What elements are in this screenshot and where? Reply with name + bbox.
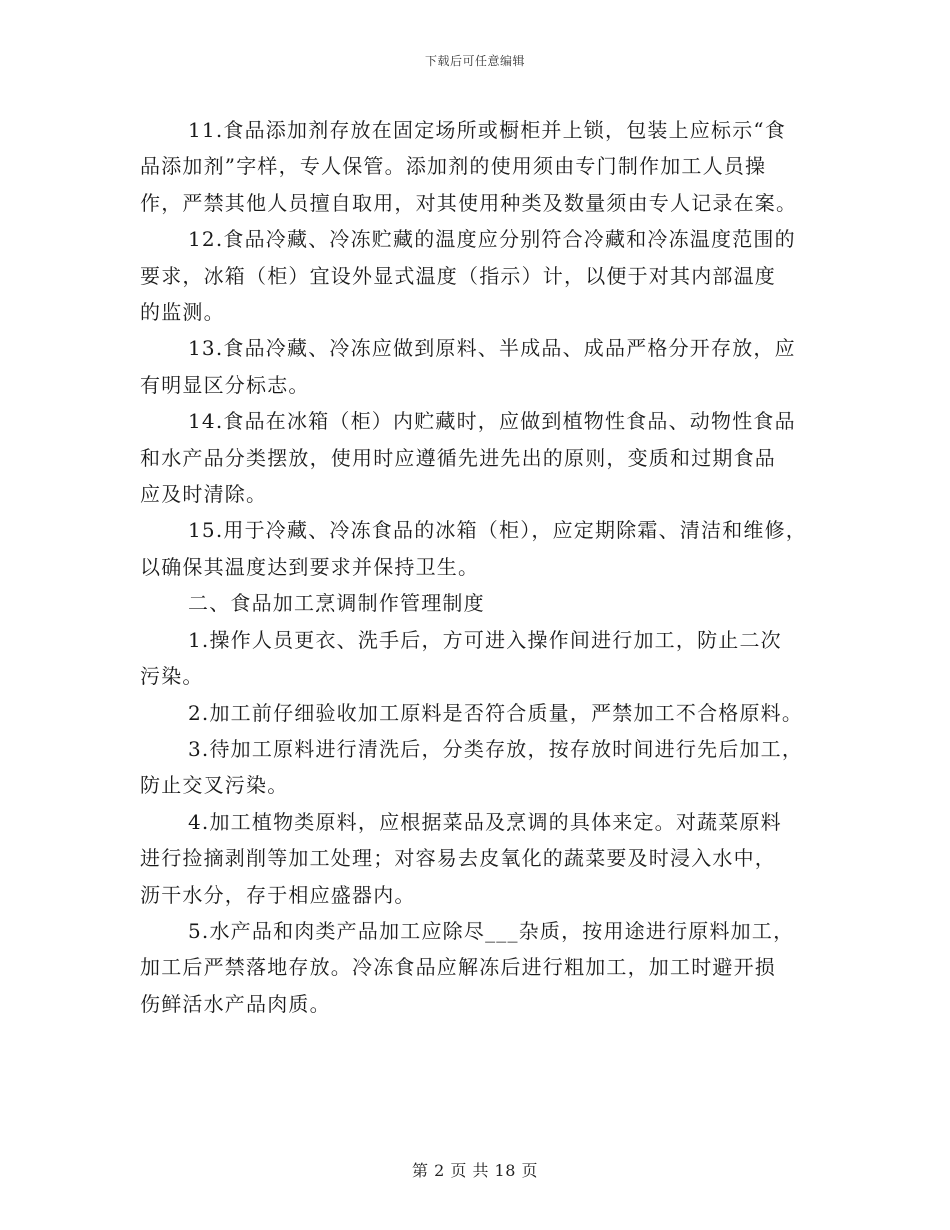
page-header-note: 下载后可任意编辑 — [424, 54, 525, 68]
text-line: 3.待加工原料进行清洗后，分类存放，按存放时间进行先后加工， — [188, 736, 804, 761]
text-line: 应及时清除。 — [140, 482, 268, 507]
text-line: 12.食品冷藏、冷冻贮藏的温度应分别符合冷藏和冷冻温度范围的 — [188, 227, 796, 252]
section-title: 二、食品加工烹调制作管理制度 — [188, 591, 485, 616]
text-line: 加工后严禁落地存放。冷冻食品应解冻后进行粗加工，加工时避开损 — [140, 955, 776, 980]
text-line: 的监测。 — [140, 300, 225, 325]
text-line: 作，严禁其他人员擅自取用，对其使用种类及数量须由专人记录在案。 — [140, 190, 798, 215]
clause-11 — [140, 112, 820, 221]
clause-15 — [140, 512, 820, 585]
text-line: 4.加工植物类原料，应根据菜品及烹调的具体来定。对蔬菜原料 — [188, 809, 782, 834]
text-line: 5.水产品和肉类产品加工应除尽___杂质，按用途进行原料加工， — [188, 918, 795, 943]
clause-13 — [140, 330, 820, 403]
text-line: 11.食品添加剂存放在固定场所或橱柜并上锁，包装上应标示“食 — [188, 118, 787, 142]
text-line: 沥干水分，存于相应盛器内。 — [140, 882, 416, 907]
section-heading — [140, 585, 820, 621]
text-line: 有明显区分标志。 — [140, 372, 310, 397]
text-line: 要求，冰箱（柜）宜设外显式温度（指示）计，以便于对其内部温度 — [140, 263, 776, 288]
text-line: 1.操作人员更衣、洗手后，方可进入操作间进行加工，防止二次 — [188, 627, 782, 652]
clause-1 — [140, 622, 820, 695]
page-number-footer: 第 2 页 共 18 页 — [412, 1161, 538, 1180]
text-line: 15.用于冷藏、冷冻食品的冰箱（柜），应定期除霜、清洁和维修， — [188, 518, 808, 543]
text-line: 伤鲜活水产品肉质。 — [140, 991, 331, 1016]
text-line: 13.食品冷藏、冷冻应做到原料、半成品、成品严格分开存放，应 — [188, 336, 796, 361]
clause-4 — [140, 804, 820, 913]
text-line: 14.食品在冰箱（柜）内贮藏时，应做到植物性食品、动物性食品 — [188, 409, 796, 434]
text-line: 防止交叉污染。 — [140, 773, 289, 798]
text-line: 污染。 — [140, 664, 204, 689]
text-line: 2.加工前仔细验收加工原料是否符合质量，严禁加工不合格原料。 — [188, 700, 804, 725]
text-line: 进行捡摘剥削等加工处理；对容易去皮氧化的蔬菜要及时浸入水中， — [140, 846, 776, 871]
clause-5 — [140, 913, 820, 1022]
text-line: 和水产品分类摆放，使用时应遵循先进先出的原则，变质和过期食品 — [140, 445, 776, 470]
clause-12 — [140, 221, 820, 330]
text-line: 品添加剂”字样，专人保管。添加剂的使用须由专门制作加工人员操 — [140, 154, 767, 179]
clause-3 — [140, 731, 820, 804]
document-body — [140, 112, 820, 1022]
clause-14 — [140, 403, 820, 512]
clause-2 — [140, 695, 820, 731]
text-line: 以确保其温度达到要求并保持卫生。 — [140, 554, 480, 579]
